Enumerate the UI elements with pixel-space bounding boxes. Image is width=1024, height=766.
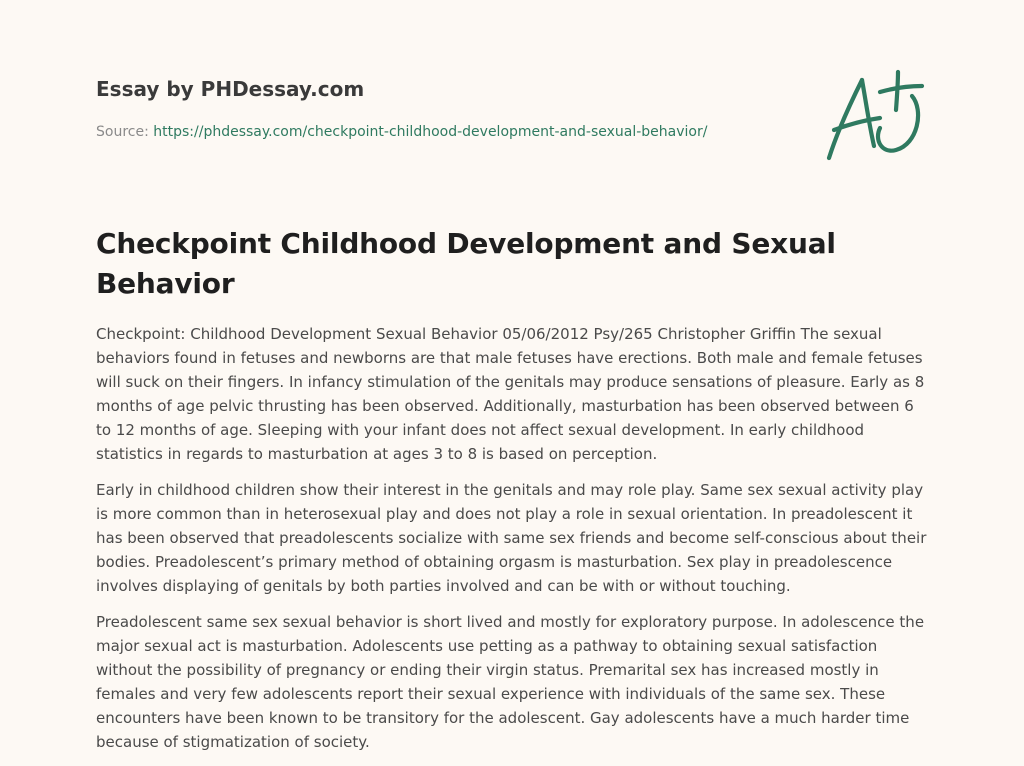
essay-title: Checkpoint Childhood Development and Sexual Behavior	[96, 227, 836, 300]
site-title: Essay by PHDessay.com	[96, 77, 365, 101]
page-header	[96, 74, 796, 142]
essay-paragraph-2: Early in childhood children show their interest in the genitals and may role play. Same sex sexual activity play is more common than in heterosexual play and does not play a role in sexual orientation. In preadolescent it has been observed that preadolescents socialize with same sex friends and become self-conscious about their bodies. Preadolescent’s primary method of obtaining orgasm is masturbation. Sex play in preadolescence involves displaying of genitals by both parties involved and can be with or without touching.	[96, 481, 927, 595]
source-line	[96, 122, 796, 142]
essay-content	[96, 224, 930, 766]
essay-paragraph-1: Checkpoint: Childhood Development Sexual Behavior 05/06/2012 Psy/265 Christopher Griffin The sexual behaviors found in fetuses and newborns are that male fetuses have erections. Both male and female fetuses will suck on their fingers. In infancy stimulation of the genitals may produce sensations of pleasure. Early as 8 months of age pelvic thrusting has been observed. Additionally, masturbation has been observed between 6 to 12 months of age. Sleeping with your infant does not affect sexual development. In early childhood statistics in regards to masturbation at ages 3 to 8 is based on perception.	[96, 325, 925, 463]
a-plus-grade-icon	[822, 66, 932, 166]
source-label: Source:	[96, 124, 154, 140]
essay-paragraph-3: Preadolescent same sex sexual behavior is short lived and mostly for exploratory purpose. In adolescence the major sexual act is masturbation. Adolescents use petting as a pathway to obtaining sexual satisfaction without the possibility of pregnancy or ending their virgin status. Premarital sex has increased mostly in females and very few adolescents report their sexual experience with individuals of the same sex. These encounters have been known to be transitory for the adolescent. Gay adolescents have a much harder time because of stigmatization of society.	[96, 613, 925, 751]
source-link[interactable]: https://phdessay.com/checkpoint-childhood-development-and-sexual-behavior/	[153, 124, 708, 140]
